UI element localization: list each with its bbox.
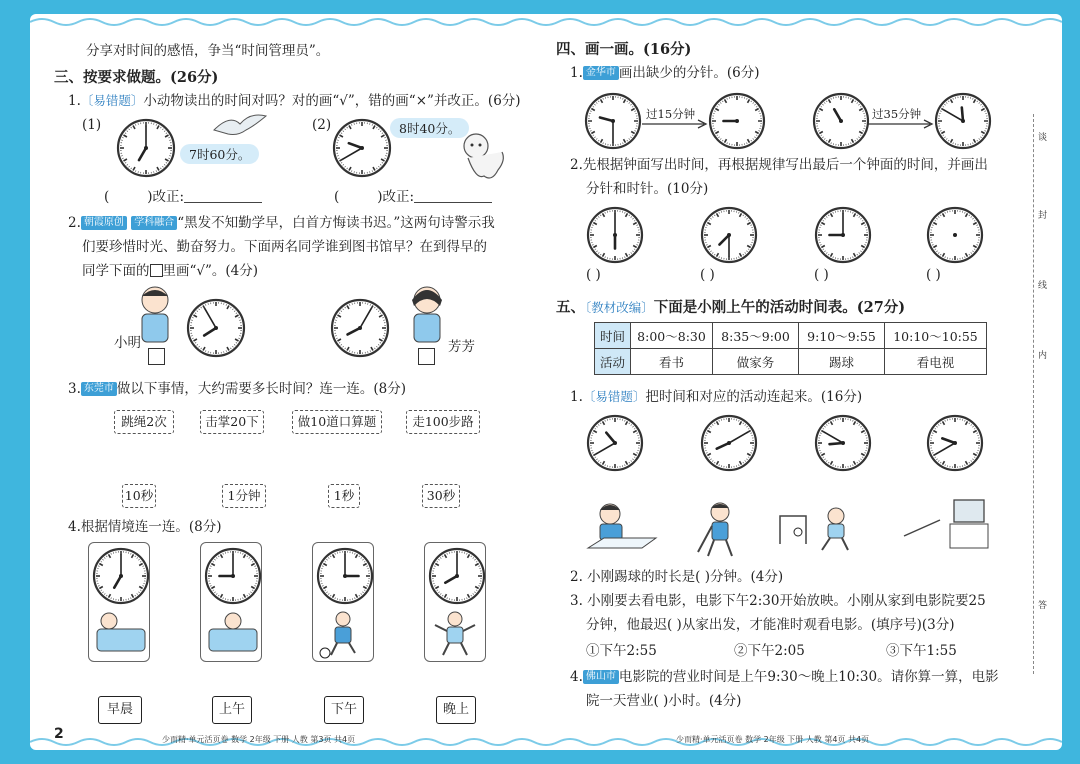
s3-option[interactable]: ①下午2:55 — [586, 643, 657, 659]
arrow-label-15: 过15分钟 — [646, 107, 696, 121]
s3-text-1: 3. 小刚要去看电影，电影下午2:30开始放映。小刚从家到电影院要25 — [570, 593, 986, 609]
wavy-border-top — [30, 14, 1062, 34]
s4-line1 — [570, 666, 999, 688]
sweeping-boy-illustration — [690, 500, 750, 560]
q2-tag-original: 朝霞原创 — [81, 216, 127, 230]
clock — [700, 414, 758, 476]
r-q1-line — [570, 62, 760, 84]
answer-blank[interactable]: ( ) — [586, 267, 601, 283]
q1-answer-2 — [334, 186, 492, 208]
answer-blank[interactable]: ( ) — [814, 267, 829, 283]
side-label: 内 — [1038, 351, 1048, 361]
s1-tag: 〔易错题〕 — [582, 389, 646, 404]
r-q1-text: 画出缺少的分针。(6分) — [618, 65, 760, 81]
s2-text: 2. 小刚踢球的时长是( )分钟。(4分) — [570, 569, 784, 585]
table-cell: 8:35～9:00 — [713, 323, 799, 349]
r-q1-number: 1. — [570, 65, 583, 81]
answer-box-xiaoming[interactable] — [148, 348, 165, 365]
side-label: 线 — [1038, 281, 1048, 291]
period-box[interactable]: 早晨 — [98, 696, 142, 724]
s1-text: 把时间和对应的活动连起来。(16分) — [645, 389, 863, 405]
s4-text-1: 电影院的营业时间是上午9:30～晚上10:30。请你算一算，电影 — [618, 669, 999, 685]
table-header-time: 时间 — [595, 323, 631, 349]
period-box[interactable]: 下午 — [324, 696, 364, 724]
intro-line: 分享对时间的感悟，争当“时间管理员”。 — [86, 43, 330, 59]
q3-text: 做以下事情，大约需要多长时间？连一连。(8分) — [116, 381, 407, 397]
s1-line — [570, 386, 862, 408]
section-5-tag: 〔教材改编〕 — [585, 300, 654, 315]
sleeping-child-illustration — [203, 609, 261, 659]
r-q2-text-1: 先根据钟面写出时间，再根据规律写出最后一个钟面的时间，并画出 — [582, 157, 988, 173]
name-xiaoming: 小明 — [114, 335, 141, 351]
q2-number: 2. — [68, 215, 81, 231]
period-box[interactable]: 晚上 — [436, 696, 476, 724]
s4-text-2: 院一天营业( )小时。(4分) — [586, 693, 742, 709]
section-4-title: 四、画一画。(16分) — [556, 41, 692, 58]
scene-card-3 — [312, 542, 374, 662]
section-5-title — [556, 296, 905, 317]
answer-line[interactable] — [414, 189, 492, 203]
duration-box[interactable]: 1秒 — [328, 484, 360, 508]
answer-paren-open: ( — [104, 189, 110, 205]
q4-line — [68, 516, 222, 538]
scene-card-1 — [88, 542, 150, 662]
clock — [814, 206, 872, 268]
q3-line — [68, 378, 406, 400]
q2-line3 — [82, 260, 258, 282]
stretching-child-illustration — [427, 609, 485, 659]
s3-option[interactable]: ③下午1:55 — [886, 643, 957, 659]
soccer-boy-illustration — [776, 504, 856, 554]
scene-card-2 — [200, 542, 262, 662]
speech-bubble-1: 7时60分。 — [180, 144, 259, 164]
footer-left: 少而精·单元活页卷 数学 2年级 下册 人教 第3页 共4页 — [162, 735, 356, 744]
answer-box-fangfang[interactable] — [418, 348, 435, 365]
clock — [316, 547, 374, 609]
section-5-prefix: 五、 — [556, 299, 585, 316]
bird-illustration — [210, 110, 268, 140]
q3-number: 3. — [68, 381, 81, 397]
side-label: 答 — [1038, 601, 1048, 611]
q2-tag-interdisciplinary: 学科融合 — [131, 216, 177, 230]
table-header-activity: 活动 — [595, 349, 631, 375]
clock — [926, 206, 984, 268]
q1-item2-label: (2) — [312, 117, 332, 133]
duration-box[interactable]: 10秒 — [122, 484, 156, 508]
r-q2-text-2: 分针和时针。(10分) — [586, 181, 709, 197]
activity-box[interactable]: 击掌20下 — [200, 410, 264, 434]
clock — [584, 92, 642, 154]
q1-item1-label: (1) — [82, 117, 102, 133]
s1-number: 1. — [570, 389, 583, 405]
s3-option[interactable]: ②下午2:05 — [734, 643, 805, 659]
sleeping-child-illustration — [91, 609, 149, 659]
monkey-illustration — [454, 130, 510, 186]
answer-blank[interactable]: ( ) — [700, 267, 715, 283]
answer-correction-label: )改正: — [147, 189, 185, 205]
clock — [586, 414, 644, 476]
watching-tv-illustration — [900, 496, 990, 554]
r-q2-line1 — [570, 154, 988, 176]
table-cell: 做家务 — [713, 349, 799, 375]
side-label: 封 — [1038, 211, 1048, 221]
s4-tag: 佛山市 — [583, 670, 619, 684]
section-5-text: 下面是小刚上午的活动时间表。(27分) — [653, 299, 906, 316]
clock — [330, 298, 390, 362]
s3-text-2: 分钟，他最迟( )从家出发，才能准时观看电影。(填序号)(3分) — [586, 617, 955, 633]
table-cell: 9:10～9:55 — [799, 323, 885, 349]
q2-text-3a: 同学下面的 — [82, 263, 150, 279]
arrow-label-35: 过35分钟 — [872, 107, 922, 121]
q2-line1 — [68, 212, 495, 234]
q2-text-3b: 里画“√”。(4分) — [162, 263, 259, 279]
answer-blank[interactable]: ( ) — [926, 267, 941, 283]
clock — [700, 206, 758, 268]
checkbox-glyph — [150, 264, 163, 277]
table-row — [595, 349, 987, 375]
clock — [186, 298, 246, 362]
seal-line — [1033, 114, 1034, 674]
scene-card-4 — [424, 542, 486, 662]
side-label: 谈 — [1038, 133, 1048, 143]
worksheet-page — [30, 14, 1062, 750]
clock — [812, 92, 870, 154]
q1-line — [68, 90, 521, 112]
q1-tag: 〔易错题〕 — [80, 93, 144, 108]
clock — [332, 118, 392, 182]
answer-line[interactable] — [184, 189, 262, 203]
q1-number: 1. — [68, 93, 81, 109]
section-3-title: 三、按要求做题。(26分) — [54, 69, 219, 86]
clock — [926, 414, 984, 476]
table-cell: 踢球 — [799, 349, 885, 375]
q1-answer-1 — [104, 186, 262, 208]
clock — [708, 92, 766, 154]
q4-number: 4. — [68, 519, 81, 535]
clock — [586, 206, 644, 268]
q2-text-2: 们要珍惜时光、勤奋努力。下面两名同学谁到图书馆早？在到得早的 — [82, 239, 487, 255]
answer-paren-open: ( — [334, 189, 340, 205]
q1-text: 小动物读出的时间对吗？对的画“√”，错的画“×”并改正。(6分) — [143, 93, 521, 109]
reading-boy-illustration — [584, 500, 660, 558]
girl-fangfang-illustration — [402, 284, 452, 354]
s4-number: 4. — [570, 669, 583, 685]
clock — [204, 547, 262, 609]
table-cell: 10:10～10:55 — [885, 323, 987, 349]
page-number: 2 — [54, 726, 64, 742]
r-q1-tag: 金华市 — [583, 66, 619, 80]
clock — [92, 547, 150, 609]
activity-box[interactable]: 做10道口算题 — [292, 410, 382, 434]
clock — [428, 547, 486, 609]
activity-box[interactable]: 走100步路 — [406, 410, 480, 434]
activity-box[interactable]: 跳绳2次 — [114, 410, 174, 434]
name-fangfang: 芳芳 — [448, 339, 475, 355]
clock — [116, 118, 176, 182]
period-box[interactable]: 上午 — [212, 696, 252, 724]
soccer-child-illustration — [315, 609, 373, 659]
q3-tag: 东莞市 — [81, 382, 117, 396]
table-cell: 看书 — [631, 349, 713, 375]
footer-right: 少而精·单元活页卷 数学 2年级 下册 人教 第4页 共4页 — [676, 735, 870, 744]
q4-text: 根据情境连一连。(8分) — [80, 519, 222, 535]
table-cell: 8:00～8:30 — [631, 323, 713, 349]
schedule-table — [594, 322, 987, 375]
speech-bubble-2: 8时40分。 — [390, 118, 469, 138]
clock — [934, 92, 992, 154]
r-q2-number: 2. — [570, 157, 583, 173]
duration-box[interactable]: 30秒 — [422, 484, 460, 508]
duration-box[interactable]: 1分钟 — [222, 484, 266, 508]
answer-correction-label: )改正: — [377, 189, 415, 205]
q2-text-1: “黑发不知勤学早，白首方悔读书迟。”这两句诗警示我 — [177, 215, 495, 231]
table-row — [595, 323, 987, 349]
clock — [814, 414, 872, 476]
table-cell: 看电视 — [885, 349, 987, 375]
